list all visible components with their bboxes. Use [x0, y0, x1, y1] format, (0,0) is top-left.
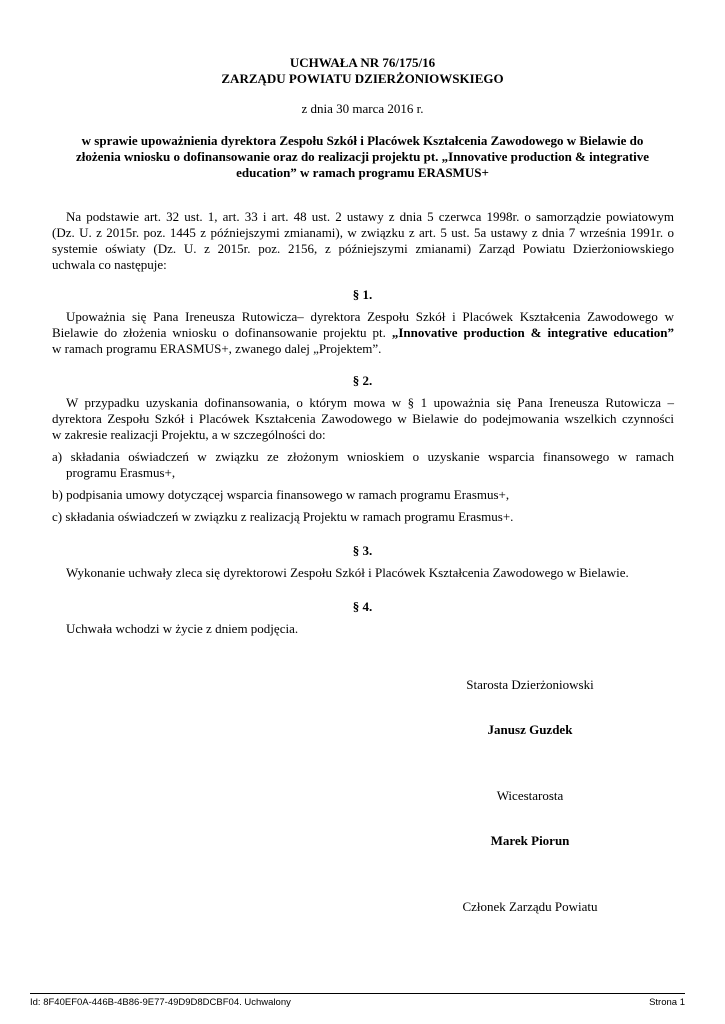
resolution-date: z dnia 30 marca 2016 r. [301, 101, 424, 116]
section-2-body [52, 395, 674, 443]
section-3-body [52, 565, 674, 581]
document-id: Id: 8F40EF0A-446B-4B86-9E77-49D9D8DCBF04. Uchwalony [30, 997, 291, 1008]
signatory-name-guzdek: Janusz Guzdek [487, 722, 573, 737]
project-title: „Innovative production & integrative education” [391, 325, 675, 340]
issuing-body: ZARZĄDU POWIATU DZIERŻONIOWSKIEGO [221, 71, 504, 86]
resolution-number: UCHWAŁA NR 76/175/16 [289, 55, 436, 70]
footer-divider [30, 993, 685, 994]
preamble [52, 209, 674, 273]
section-2-line: dyrektora Zespołu Szkół i Placówek Kształcenia Zawodowego w Bielawie do podejmowania wszelkich czynności [52, 411, 674, 426]
section-4-line: Uchwała wchodzi w życie z dniem podjęcia. [66, 621, 299, 636]
preamble-line: systemie oświaty (Dz. U. z 2015r. poz. 2156, z późniejszymi zmianami) Zarząd Powiatu Dzierżoniowskiego [52, 241, 674, 256]
signatory-role-wicestarosta: Wicestarosta [496, 788, 564, 803]
signatory-role-starosta: Starosta Dzierżoniowski [466, 677, 594, 692]
section-1-line: w ramach programu ERASMUS+, zwanego dalej „Projektem”. [52, 341, 382, 356]
section-4-body [52, 621, 674, 637]
section-3-heading: § 3. [352, 543, 373, 558]
section-2-line: W przypadku uzyskania dofinansowania, o którym mowa w § 1 upoważnia się Pana Ireneusza Rutowicza – [66, 395, 674, 410]
section-1-body [52, 309, 674, 357]
section-4-heading: § 4. [352, 599, 373, 614]
list-item-b: b) podpisania umowy dotyczącej wsparcia finansowego w ramach programu Erasmus+, [52, 487, 510, 502]
page-number: Strona 1 [649, 997, 685, 1008]
preamble-line: Na podstawie art. 32 ust. 1, art. 33 i art. 48 ust. 2 ustawy z dnia 5 czerwca 1998r. o samorządzie powiatowym [66, 209, 674, 224]
section-1-heading: § 1. [352, 287, 373, 302]
section-2-heading: § 2. [352, 373, 373, 388]
section-3-line: Wykonanie uchwały zleca się dyrektorowi Zespołu Szkół i Placówek Kształcenia Zawodowego w Bielawie. [66, 565, 629, 580]
signatory-role-member: Członek Zarządu Powiatu [462, 899, 598, 914]
list-item-a: a) składania oświadczeń w związku ze złożonym wnioskiem o uzyskanie wsparcia finansowego w ramach programu Erasmus+, [52, 449, 674, 480]
section-1-line: Bielawie do złożenia wniosku o dofinansowanie projektu pt. „Innovative production & integrative education” [52, 325, 675, 340]
section-2-line: w zakresie realizacji Projektu, a w szczególności do: [52, 427, 326, 442]
section-1-line: Upoważnia się Pana Ireneusza Rutowicza– dyrektora Zespołu Szkół i Placówek Kształcenia Zawodowego w [66, 309, 674, 324]
signatory-name-piorun: Marek Piorun [490, 833, 570, 848]
subject-line-2: złożenia wniosku o dofinansowanie oraz do realizacji projektu pt. „Innovative production & integrative [75, 149, 650, 164]
list-item-c: c) składania oświadczeń w związku z realizacją Projektu w ramach programu Erasmus+. [52, 509, 514, 524]
preamble-line: (Dz. U. z 2015r. poz. 1445 z późniejszymi zmianami), w związku z art. 5 ust. 5a ustawy z dnia 7 września 1991r. o [52, 225, 674, 240]
preamble-line: uchwala co następuje: [52, 257, 167, 272]
subject-line-1: w sprawie upoważnienia dyrektora Zespołu Szkół i Placówek Kształcenia Zawodowego w Bielawie do [81, 133, 644, 148]
subject-line-3: education” w ramach programu ERASMUS+ [236, 165, 489, 180]
